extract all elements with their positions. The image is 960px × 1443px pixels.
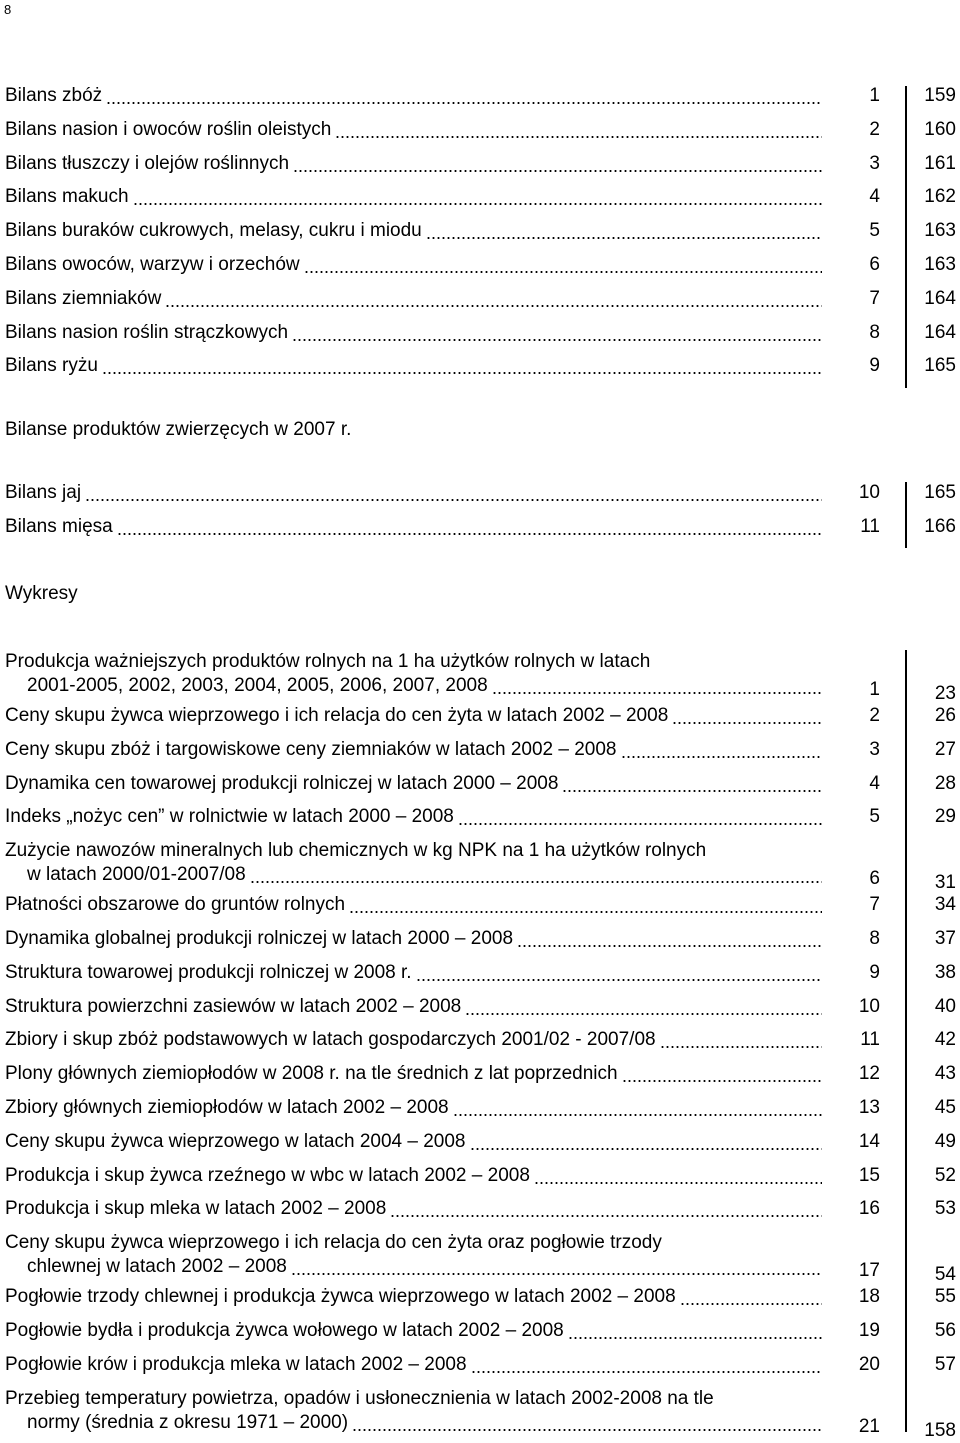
page-number: 8 [4, 2, 12, 17]
toc-entry [0, 84, 960, 108]
toc-entry-page: 158 [924, 1419, 956, 1441]
toc-entry-page: 54 [934, 1264, 956, 1286]
toc-entry-number: 4 [869, 772, 880, 794]
dot-leader [492, 674, 822, 698]
toc-entry-title: Struktura powierzchni zasiewów w latach 2002 – 2008 [5, 995, 462, 1017]
toc-entry-number: 11 [860, 1029, 880, 1051]
toc-entry [0, 1387, 960, 1441]
toc-entry-title: Pogłowie trzody chlewnej i produkcja żywca wieprzowego w latach 2002 – 2008 [5, 1286, 676, 1308]
column-divider-1 [905, 86, 907, 388]
toc-entry-number: 3 [869, 738, 880, 760]
dot-leader [335, 118, 822, 142]
dot-leader [426, 219, 822, 243]
toc-entry [0, 219, 960, 243]
toc-entry-number: 18 [858, 1286, 880, 1308]
toc-entry-page: 29 [934, 806, 956, 828]
toc-entry-page: 45 [934, 1097, 956, 1118]
dot-leader [562, 772, 822, 796]
toc-entry-title: Plony głównych ziemiopłodów w 2008 r. na tle średnich z lat poprzednich [5, 1063, 618, 1085]
toc-entry [0, 287, 960, 311]
toc-entry [0, 961, 960, 985]
toc-entry-page: 42 [934, 1029, 956, 1051]
column-divider-2 [905, 482, 907, 548]
toc-entry-page: 28 [934, 772, 956, 794]
toc-entry-page: 31 [934, 872, 956, 894]
toc-entry-number: 15 [858, 1164, 880, 1186]
dot-leader [621, 738, 823, 762]
toc-entry-title-continued: chlewnej w latach 2002 – 2008 [27, 1256, 287, 1278]
toc-entry [0, 650, 960, 704]
toc-entry-number: 20 [858, 1353, 880, 1375]
toc-entry-number: 2 [869, 118, 880, 140]
toc-entry-title: Bilans zbóż [5, 85, 103, 106]
toc-entry-number: 8 [869, 928, 880, 949]
dot-leader [352, 1411, 822, 1435]
toc-entry-title: Przebieg temperatury powietrza, opadów i usłonecznienia w latach 2002-2008 na tle [5, 1387, 714, 1409]
dot-leader [453, 1096, 822, 1120]
dot-leader [165, 287, 822, 311]
dot-leader [250, 863, 822, 887]
toc-entry-title: Bilans nasion roślin strączkowych [5, 321, 289, 343]
toc-entry-title: Produkcja i skup mleka w latach 2002 – 2008 [5, 1198, 387, 1220]
toc-entry [0, 839, 960, 894]
toc-entry [0, 253, 960, 277]
toc-entry-page: 161 [924, 152, 956, 174]
dot-leader [133, 185, 822, 209]
column-divider-3 [905, 650, 907, 1432]
toc-entry-page: 163 [924, 220, 956, 242]
toc-entry-number: 11 [860, 516, 880, 537]
toc-entry [0, 152, 960, 176]
toc-entry-title: Bilans tłuszczy i olejów roślinnych [5, 152, 290, 174]
toc-entry-title-continued: normy (średnia z okresu 1971 – 2000) [27, 1411, 349, 1433]
toc-entry-number: 2 [869, 705, 880, 726]
toc-entry-title: Produkcja i skup żywca rzeźnego w wbc w latach 2002 – 2008 [5, 1164, 530, 1186]
toc-entry-title: Bilans ziemniaków [5, 287, 162, 309]
dot-leader [622, 1062, 822, 1086]
toc-entry [0, 1285, 960, 1309]
toc-entry [0, 515, 960, 539]
toc-entry-number: 16 [858, 1198, 880, 1220]
toc-entry-page: 27 [934, 738, 956, 760]
toc-entry-page: 159 [924, 85, 956, 106]
toc-entry-title: Pogłowie krów i produkcja mleka w latach 2002 – 2008 [5, 1353, 467, 1375]
toc-entry-title: Bilans jaj [5, 482, 82, 503]
toc-entry-number: 6 [869, 868, 880, 890]
toc-entry [0, 805, 960, 829]
toc-entry-page: 53 [934, 1198, 956, 1220]
toc-entry-page: 163 [924, 254, 956, 275]
dot-leader [349, 893, 822, 917]
toc-entry-number: 6 [869, 254, 880, 275]
toc-entry [0, 118, 960, 142]
toc-entry-number: 4 [869, 186, 880, 208]
toc-entry-title: Bilans owoców, warzyw i orzechów [5, 254, 300, 275]
toc-entry-title: Ceny skupu żywca wieprzowego w latach 2004 – 2008 [5, 1130, 466, 1152]
dot-leader [106, 84, 822, 108]
toc-entry-page: 160 [924, 118, 956, 140]
toc-entry-number: 7 [869, 894, 880, 916]
toc-entry-title: Zbiory głównych ziemiopłodów w latach 2002 – 2008 [5, 1097, 449, 1118]
toc-entry [0, 704, 960, 728]
dot-leader [458, 805, 822, 829]
toc-entry-page: 40 [934, 995, 956, 1017]
toc-entry-number: 1 [869, 85, 880, 106]
toc-entry-page: 55 [934, 1286, 956, 1308]
toc-entry-title: Płatności obszarowe do gruntów rolnych [5, 894, 346, 916]
toc-entry-page: 57 [934, 1353, 956, 1375]
section-heading-animal-products: Bilanse produktów zwierzęcych w 2007 r. [5, 419, 352, 440]
dot-leader [568, 1319, 822, 1343]
toc-entry [0, 481, 960, 505]
dot-leader [680, 1285, 822, 1309]
toc-entry [0, 772, 960, 796]
toc-entry-title: Dynamika globalnej produkcji rolniczej w latach 2000 – 2008 [5, 928, 514, 949]
section-heading-charts: Wykresy [5, 583, 78, 604]
toc-entry [0, 1353, 960, 1377]
toc-entry-number: 9 [869, 961, 880, 983]
toc-entry-page: 166 [924, 516, 956, 537]
dot-leader [416, 961, 822, 985]
toc-entry [0, 1319, 960, 1343]
dot-leader [672, 704, 822, 728]
toc-entry-number: 13 [858, 1097, 880, 1118]
toc-entry [0, 185, 960, 209]
toc-entry [0, 1164, 960, 1188]
toc-entry-page: 23 [934, 683, 956, 704]
toc-entry-title: Bilans nasion i owoców roślin oleistych [5, 118, 332, 140]
toc-entry [0, 893, 960, 917]
toc-entry-number: 14 [858, 1130, 880, 1152]
toc-entry-title: Zużycie nawozów mineralnych lub chemicznych w kg NPK na 1 ha użytków rolnych [5, 840, 707, 862]
toc-entry-title: Struktura towarowej produkcji rolniczej w 2008 r. [5, 961, 412, 983]
dot-leader [471, 1353, 822, 1377]
toc-entry-title: Ceny skupu żywca wieprzowego i ich relacja do cen żyta w latach 2002 – 2008 [5, 705, 669, 726]
toc-entry [0, 927, 960, 951]
toc-entry-number: 7 [869, 287, 880, 309]
toc-entry-page: 43 [934, 1063, 956, 1085]
toc-entry-page: 164 [924, 321, 956, 343]
dot-leader [291, 1255, 822, 1279]
toc-entry [0, 1096, 960, 1120]
dot-leader [517, 927, 822, 951]
dot-leader [534, 1164, 822, 1188]
toc-entry-title-continued: 2001-2005, 2002, 2003, 2004, 2005, 2006, 2007, 2008 [27, 675, 488, 696]
toc-entry-page: 49 [934, 1130, 956, 1152]
toc-entry-title: Ceny skupu zbóż i targowiskowe ceny ziemniaków w latach 2002 – 2008 [5, 738, 617, 760]
toc-entry-number: 5 [869, 220, 880, 242]
toc-entry-number: 8 [869, 321, 880, 343]
toc-entry-number: 1 [869, 679, 880, 700]
toc-entry [0, 738, 960, 762]
toc-entry-page: 26 [934, 705, 956, 726]
toc-entry-title: Zbiory i skup zbóż podstawowych w latach gospodarczych 2001/02 - 2007/08 [5, 1029, 656, 1051]
dot-leader [660, 1028, 822, 1052]
toc-entry-page: 164 [924, 287, 956, 309]
toc-entry-title: Ceny skupu żywca wieprzowego i ich relacja do cen żyta oraz pogłowie trzody [5, 1232, 662, 1254]
toc-entry [0, 1062, 960, 1086]
toc-entry-page: 38 [934, 961, 956, 983]
dot-leader [102, 354, 822, 378]
toc-entry-title: Bilans makuch [5, 186, 129, 208]
toc-entry-title: Pogłowie bydła i produkcja żywca wołowego w latach 2002 – 2008 [5, 1320, 564, 1341]
toc-entry-page: 34 [934, 894, 956, 916]
toc-entry-number: 9 [869, 355, 880, 377]
toc-entry-number: 3 [869, 152, 880, 174]
toc-entry [0, 1028, 960, 1052]
toc-entry-number: 10 [858, 995, 880, 1017]
toc-entry-page: 56 [934, 1320, 956, 1341]
dot-leader [470, 1130, 823, 1154]
toc-entry [0, 321, 960, 345]
toc-entry-page: 165 [924, 355, 956, 377]
toc-entry-number: 10 [858, 482, 880, 503]
toc-entry [0, 354, 960, 378]
dot-leader [293, 152, 822, 176]
toc-entry-page: 162 [924, 186, 956, 208]
toc-entry-title-continued: w latach 2000/01-2007/08 [27, 864, 246, 886]
dot-leader [304, 253, 822, 277]
toc-entry-page: 37 [934, 928, 956, 949]
toc-entry-title: Bilans mięsa [5, 516, 113, 537]
toc-entry-number: 17 [858, 1260, 880, 1282]
dot-leader [85, 481, 822, 505]
dot-leader [390, 1197, 822, 1221]
dot-leader [292, 321, 822, 345]
toc-entry-title: Bilans ryżu [5, 355, 98, 377]
toc-entry-number: 5 [869, 806, 880, 828]
toc-entry [0, 1197, 960, 1221]
toc-entry-number: 21 [858, 1415, 880, 1437]
toc-entry-page: 52 [934, 1164, 956, 1186]
toc-entry-number: 12 [858, 1063, 880, 1085]
dot-leader [117, 515, 822, 539]
toc-entry-title: Produkcja ważniejszych produktów rolnych na 1 ha użytków rolnych w latach [5, 651, 651, 672]
toc-entry-title: Indeks „nożyc cen” w rolnictwie w latach 2000 – 2008 [5, 806, 454, 828]
toc-entry [0, 1231, 960, 1286]
toc-entry-number: 19 [858, 1320, 880, 1341]
toc-entry-title: Dynamika cen towarowej produkcji rolniczej w latach 2000 – 2008 [5, 772, 559, 794]
toc-entry [0, 995, 960, 1019]
toc-entry-page: 165 [924, 482, 956, 503]
toc-entry [0, 1130, 960, 1154]
toc-entry-title: Bilans buraków cukrowych, melasy, cukru i miodu [5, 220, 422, 242]
dot-leader [465, 995, 822, 1019]
